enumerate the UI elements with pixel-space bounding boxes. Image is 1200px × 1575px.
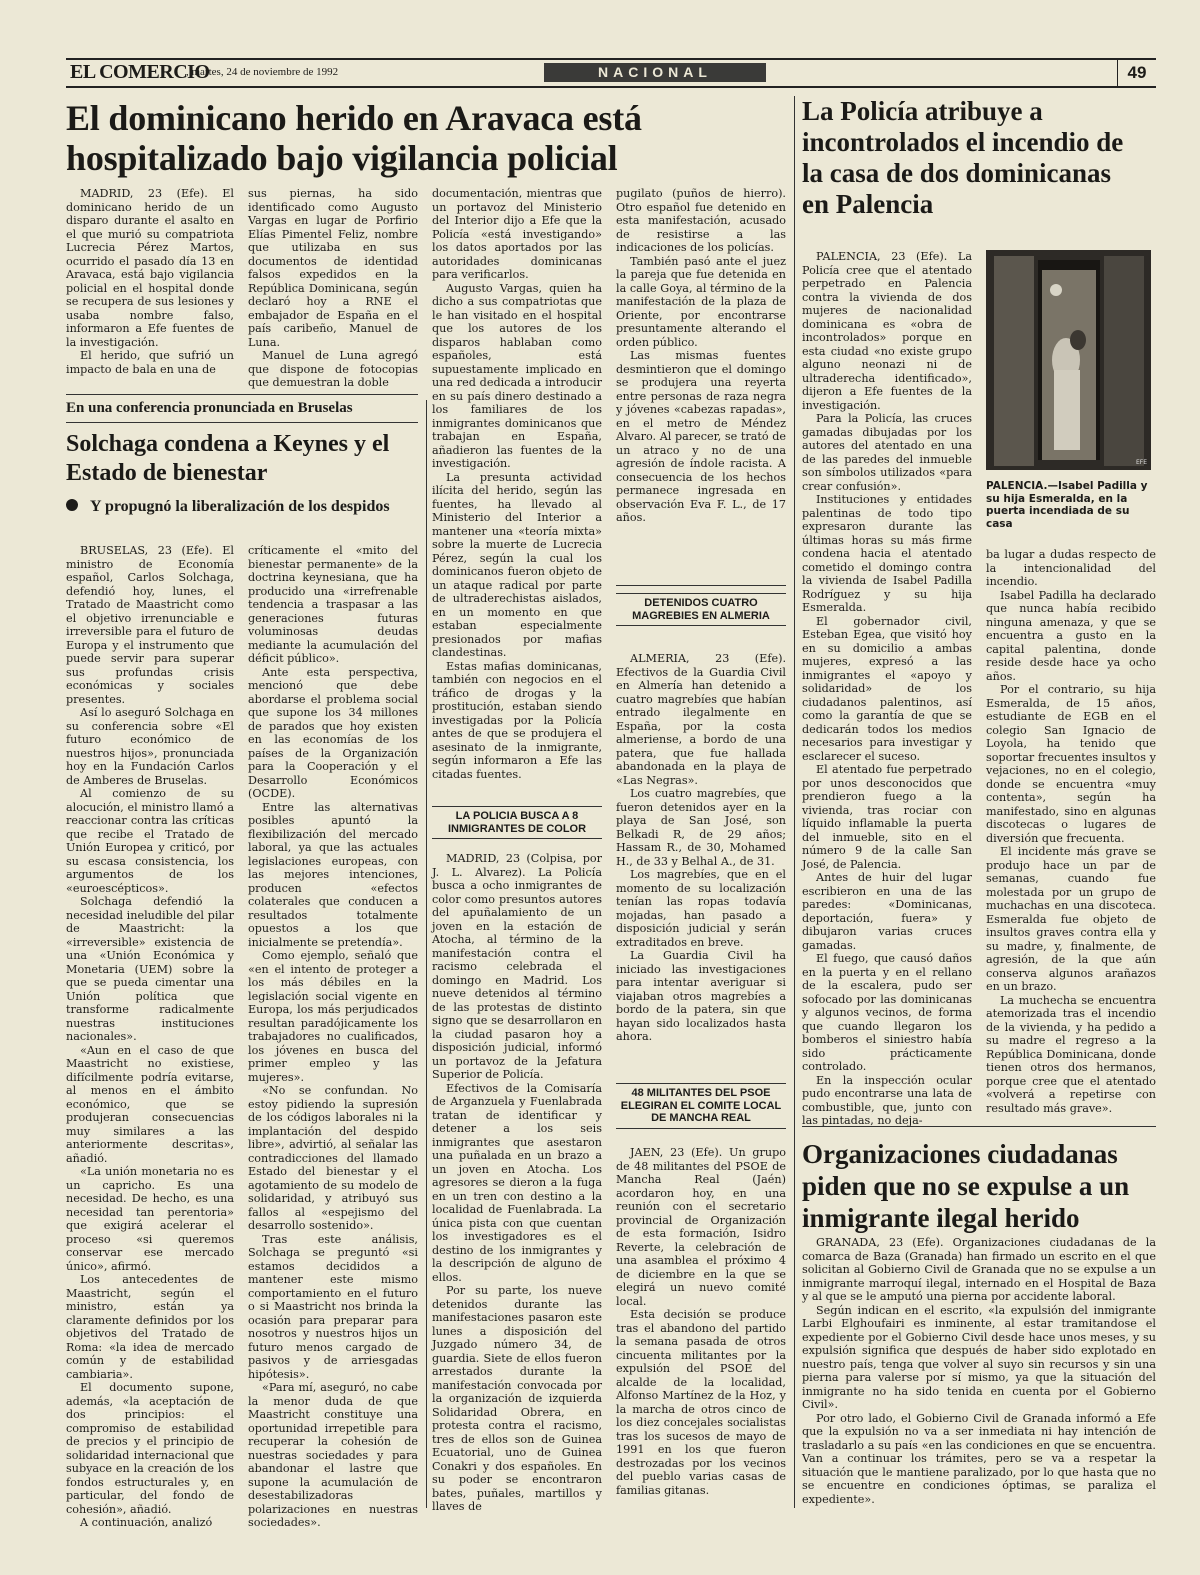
divider xyxy=(66,422,418,423)
paragraph: pugilato (puños de hierro). Otro español fue detenido en esta manifestación, acusado de resistirse a las indicaciones de los policías. xyxy=(616,187,786,254)
paragraph: También pasó ante el juez la pareja que fue detenida en la calle Goya, al término de la manifestación de la plaza de Oriente, por encontrarse presuntamente alterando el orden público. xyxy=(616,254,786,349)
palencia-col2 xyxy=(986,548,1156,1114)
paragraph: En la inspección ocular pudo encontrarse una lata de combustible, que, junto con las pintadas, no deja- xyxy=(802,1073,972,1127)
detenidos-headline: DETENIDOS CUATRO MAGREBIES EN ALMERIA xyxy=(616,593,786,626)
masthead xyxy=(66,58,1156,88)
paragraph: Esta decisión se produce tras el abandono del partido la semana pasada de otros cincuenta militantes por la expulsión del PSOE del alcalde de la localidad, Alfonso Martínez de la Hoz, y la marcha de otros cinco de los diez concejales socialistas tras los sucesos de mayo de 1991 en los que fueron destrozadas por los vecinos del pueblo varias casas de familias gitanas. xyxy=(616,1308,786,1497)
detenidos-body xyxy=(616,652,786,1082)
paragraph: Instituciones y entidades palentinas de todo tipo expresaron durante las últimas horas su más firme condena hacia el atentado cometido el domingo contra la vivienda de Isabel Padilla Rodríguez y su hija Esmeralda. xyxy=(802,493,972,614)
divider xyxy=(802,1126,1156,1127)
paragraph: ALMERIA, 23 (Efe). Efectivos de la Guardia Civil en Almería han detenido a cuatro magrebíes que habían entrado ilegalmente en España, por la costa almeriense, a bordo de una patera, que fue hallada abandonada en la playa de «Las Negras». xyxy=(616,652,786,787)
paragraph: Augusto Vargas, quien ha dicho a sus compatriotas que le han visitado en el hospital que los autores de los disparos hablaban como españoles, está supuestamente implicado en una red dedicada a introducir en su país dinero destinado a los familiares de los inmigrantes dominicanos que trabajan en España, añadieron las fuentes de la investigación. xyxy=(432,281,602,470)
main-article-col1 xyxy=(66,187,234,385)
paragraph: Los antecedentes de Maastricht, según el ministro, están ya claramente definidos por los objetivos del Tratado de Roma: «la idea de mercado común y de estabilidad cambiaria». xyxy=(66,1273,234,1381)
paragraph: BRUSELAS, 23 (Efe). El ministro de Economía español, Carlos Solchaga, defendió hoy, lunes, el Tratado de Maastricht como el objetivo irrenunciable e irreversible para el futuro de Europa y el instrumento que puede servir para superar sus profundas crisis económicas y sociales presentes. xyxy=(66,544,234,706)
photo-image xyxy=(986,250,1151,470)
solchaga-subhead xyxy=(66,498,421,516)
solchaga-col2 xyxy=(248,544,418,1529)
paragraph: La Guardia Civil ha iniciado las investigaciones para intentar averiguar si viajaban otros magrebíes a bordo de la patera, sin que hayan sido localizados hasta ahora. xyxy=(616,949,786,1043)
granada-headline: Organizaciones ciudadanas piden que no se expulse a un inmigrante ilegal herido xyxy=(802,1139,1130,1233)
paragraph: Las mismas fuentes desmintieron que el domingo se produjera una reyerta entre personas de raza negra y jóvenes «cabezas rapadas», en el metro de Méndez Alvaro. Al parecer, se trató de un atraco y no de una agresión de índole racista. A consecuencia de los hechos permanece ingresada en observación Eva F. L., de 17 años. xyxy=(616,349,786,524)
paragraph: Isabel Padilla ha declarado que nunca había recibido ninguna amenaza, y que se encuentra a gusto en la capital palentina, donde reside desde hace ya ocho años. xyxy=(986,588,1156,683)
paragraph: Por el contrario, su hija Esmeralda, de 15 años, estudiante de EGB en el colegio San Ignacio de Loyola, ha tenido que soportar frecuentes insultos y vejaciones, no en el colegio, donde se encuentra «muy contenta», según ha manifestado, sino en algunas discotecas o lugares de diversión que frecuenta. xyxy=(986,683,1156,845)
news-photo xyxy=(986,250,1151,470)
palencia-col1 xyxy=(802,250,972,1127)
paragraph: ba lugar a dudas respecto de la intencionalidad del incendio. xyxy=(986,548,1156,588)
paragraph: PALENCIA, 23 (Efe). La Policía cree que el atentado perpetrado en Palencia contra la vivienda de dos mujeres de nacionalidad dominicana es «obra de incontrolados» porque en esta ciudad «no existe grupo alguno neonazi ni de ultraderecha identificado», dijeron a Efe fuentes de la investigación. xyxy=(802,250,972,412)
policia-busca-body xyxy=(432,852,602,1513)
paragraph: La muchecha se encuentra atemorizada tras el incendio de la vivienda, y ha pedido a su madre el regreso a la República Dominicana, donde tienen otros dos hermanos, porque cree que el atentado «volverá a repetirse con resultado más grave». xyxy=(986,993,1156,1115)
paragraph: JAEN, 23 (Efe). Un grupo de 48 militantes del PSOE de Mancha Real (Jaén) acordaron hoy, en una reunión con el secretario provincial de Organización de esta formación, Isidro Reverte, la celebración de una asamblea el próximo 4 de diciembre en la que se elegirá un nuevo comité local. xyxy=(616,1146,786,1308)
main-headline: El dominicano herido en Aravaca está hospitalizado bajo vigilancia policial xyxy=(66,98,642,178)
militantes-headline: 48 MILITANTES DEL PSOE ELEGIRAN EL COMITE LOCAL DE MANCHA REAL xyxy=(616,1083,786,1129)
paragraph: Entre las alternativas posibles apuntó la flexibilización del mercado laboral, ya que las actuales legislaciones europeas, con las mejores intenciones, producen «efectos colaterales que conducen a resultados totalmente opuestos a los que inicialmente se pretendía». xyxy=(248,800,418,949)
newspaper-brand: EL COMERCIO xyxy=(70,61,210,83)
paragraph: MADRID, 23 (Efe). El dominicano herido de un disparo durante el asalto en el que murió su compatriota Lucrecia Pérez Martos, ocurrido el pasado día 13 en Aravaca, está bajo vigilancia policial en el hospital donde se recupera de sus lesiones y usaba nombre falso, informaron a Efe fuentes de la investigación. xyxy=(66,187,234,349)
caption-text: —Isabel Padilla y su hija Esmeralda, en la puerta incendiada de su casa xyxy=(986,480,1148,530)
page-number: 49 xyxy=(1117,60,1156,86)
paragraph: El herido, que sufrió un impacto de bala en una de xyxy=(66,349,234,376)
palencia-headline: La Policía atribuye a incontrolados el incendio de la casa de dos dominicanas en Palencia xyxy=(802,96,1124,219)
paragraph: El incidente más grave se produjo hace un par de semanas, cuando fue molestada por un grupo de muchachas en una discoteca. Esmeralda fue objeto de insultos graves contra ella y su madre, y, finalmente, de agresión, de la que aún conserva algunos arañazos en un brazo. xyxy=(986,845,1156,993)
paragraph: Como ejemplo, señaló que «en el intento de proteger a los más débiles en la legislación social vigente en Europa, los más perjudicados resultan paradójicamente los trabajadores no cualificados, los jóvenes en busca del primer empleo y las mujeres». xyxy=(248,949,418,1084)
solchaga-headline: Solchaga condena a Keynes y el Estado de bienestar xyxy=(66,431,390,486)
militantes-body xyxy=(616,1146,786,1508)
paragraph: «Para mí, aseguró, no cabe la menor duda de que Maastricht constituye una oportunidad irrepetible para recuperar la cohesión de nuestras sociedades y para abandonar el lastre que supone la acumulación de desestabilizadoras polarizaciones en nuestras sociedades». xyxy=(248,1381,418,1529)
paragraph: El atentado fue perpetrado por unos desconocidos que prendieron fuego a la vivienda, tras rociar con líquido inflamable la puerta del inmueble, sito en el número 9 de la calle San José, de Palencia. xyxy=(802,763,972,871)
divider xyxy=(66,394,418,395)
paragraph: MADRID, 23 (Colpisa, por J. L. Alvarez). La Policía busca a ocho inmigrantes de color como presuntos autores del apuñalamiento de un joven en la estación de Atocha, al término de la manifestación contra el racismo celebrada el domingo en Madrid. Los nueve detenidos al término de las protestas de distinto signo que se desarrollaron en la ciudad pasaron hoy a disposición judicial, informó un portavoz de la Jefatura Superior de Policía. xyxy=(432,852,602,1081)
paragraph: Por otro lado, el Gobierno Civil de Granada informó a Efe que la expulsión no va a ser inmediata ni hay intención de trasladarlo a su país «en las condiciones en que se encuentra. Van a continuar los trámites, pero se va a respetar la situación que le mantiene paralizado, por lo que hasta que no se encuentre en condiciones óptimas, se paraliza el expediente». xyxy=(802,1411,1156,1506)
paragraph: El documento supone, además, «la aceptación de dos principios: el compromiso de estabilidad de precios y el principio de solidaridad internacional que subyace en la creación de los fondos estructurales y, en particular, del fondo de cohesión», añadió. xyxy=(66,1381,234,1516)
paragraph: críticamente el «mito del bienestar permanente» de la doctrina keynesiana, que ha producido una «irrefrenable tendencia a traspasar a las generaciones futuras voluminosas deudas mediante la acumulación del déficit público». xyxy=(248,544,418,665)
subhead-text: Y propugnó la liberalización de los despidos xyxy=(90,498,390,515)
paragraph: GRANADA, 23 (Efe). Organizaciones ciudadanas de la comarca de Baza (Granada) han firmado un escrito en el que solicitan al Gobierno Civil de Granada que no se expulse a un inmigrante marroquí ilegal, internado en el Hospital de Baza y al que se le amputó una pierna por accidente laboral. xyxy=(802,1236,1156,1303)
paragraph: Los magrebíes, que en el momento de su localización tenían las ropas todavía mojadas, han pasado a disposición judicial y serán extraditados en breve. xyxy=(616,868,786,949)
paragraph: Así lo aseguró Solchaga en su conferencia sobre «El futuro económico de nuestros hijos», pronunciada hoy en la Fundación Carlos de Amberes de Bruselas. xyxy=(66,706,234,787)
solchaga-col1 xyxy=(66,544,234,1529)
issue-date: , martes, 24 de noviembre de 1992 xyxy=(186,66,339,78)
paragraph: Efectivos de la Comisaría de Arganzuela y Fuenlabrada tratan de identificar y detener a los seis inmigrantes que asestaron una puñalada en un brazo a un joven en Atocha. Los agresores se dieron a la fuga en un tren con destino a la localidad de Fuenlabrada. La única pista con que cuentan los investigadores es el destino de los inmigrantes y la descripción de alguno de ellos. xyxy=(432,1081,602,1284)
paragraph: documentación, mientras que un portavoz del Ministerio del Interior dijo a Efe que la Policía «está investigando» los datos aportados por las autoridades dominicanas para verificarlos. xyxy=(432,187,602,281)
photo-caption xyxy=(986,480,1156,530)
paragraph: «Aun en el caso de que Maastricht no existiese, difícilmente podría evitarse, al menos en el ámbito económico, que se produjeran consecuencias muy similares a las anteriormente descritas», añadió. xyxy=(66,1043,234,1165)
photo-credit: EFE xyxy=(1136,459,1148,466)
paragraph: Estas mafias dominicanas, también con negocios en el tráfico de drogas y la prostitución, estaban siendo investigadas por la Policía antes de que se produjera el asesinato de la inmigrante, según informaron a Efe las citadas fuentes. xyxy=(432,659,602,781)
paragraph: Los cuatro magrebíes, que fueron detenidos ayer en la playa de San José, son Belkadi R, de 29 años; Hassam R., de 30, Mohamed H., de 33 y Belhal A., de 31. xyxy=(616,787,786,868)
paragraph: Al comienzo de su alocución, el ministro llamó a reaccionar contra las críticas que recibe el Tratado de Unión Europea y criticó, por su escasa consistencia, los argumentos de los «euroescépticos». xyxy=(66,787,234,895)
paragraph: Solchaga defendió la necesidad ineludible del pilar de Maastricht: la «irreversible» existencia de una «Unión Económica y Monetaria (UEM) sobre la que se pueda cimentar una Unión política que transforme radicalmente nuestras instituciones nacionales». xyxy=(66,895,234,1043)
paragraph: Manuel de Luna agregó que dispone de fotocopias que demuestran la doble xyxy=(248,349,418,389)
paragraph: Tras este análisis, Solchaga se preguntó «si estamos decididos a mantener este mismo comportamiento en el futuro o si Maastricht nos brinda la ocasión para preparar para nosotros y nuestros hijos un futuro menos cargado de pasivos y de arriesgadas hipótesis». xyxy=(248,1232,418,1381)
paragraph: El fuego, que causó daños en la puerta y en el rellano de la escalera, pudo ser sofocado por las dominicanas y algunos vecinos, de forma que cuando llegaron los bomberos el siniestro había sido prácticamente controlado. xyxy=(802,952,972,1073)
paragraph: El gobernador civil, Esteban Egea, que visitó hoy en su domicilio a ambas mujeres, expresó a las inmigrantes el «apoyo y solidaridad» de los ciudadanos palentinos, así como la garantía de que se dedicarán todos los medios necesarios para investigar y esclarecer el suceso. xyxy=(802,614,972,763)
divider xyxy=(616,585,786,586)
paragraph: «No se confundan. No estoy pidiendo la supresión de los códigos laborales ni la implantación del despido libre», advirtió, al señalar las contradicciones del llamado Estado del bienestar y el agotamiento de su modelo de solidaridad, y atribuyó sus fallos al «espejismo del desarrollo sostenido». xyxy=(248,1084,418,1232)
main-article-col4 xyxy=(616,187,786,579)
main-article-col2 xyxy=(248,187,418,389)
policia-busca-headline: LA POLICIA BUSCA A 8 INMIGRANTES DE COLOR xyxy=(432,806,602,839)
paragraph: A continuación, analizó xyxy=(80,1516,213,1529)
paragraph: Ante esta perspectiva, mencionó que debe abordarse el problema social que supone los 34 millones de parados que hoy existen en las economías de los países de la Organización para la Cooperación y el Desarrollo Económicos (OCDE). xyxy=(248,665,418,800)
solchaga-kicker: En una conferencia pronunciada en Bruselas xyxy=(66,400,353,416)
paragraph: «La unión monetaria no es un capricho. Es una necesidad. De hecho, es una necesidad tan perentoria» que exigirá acelerar el proceso «si queremos conservar ese mercado único», afirmó. xyxy=(66,1165,234,1273)
section-label: NACIONAL xyxy=(544,63,766,82)
paragraph: La presunta actividad ilícita del herido, según las fuentes, ha llevado al Ministerio del Interior a mantener una «teoría mixta» sobre la muerte de Lucrecia Pérez, según la cual los dominicanos fueron objeto de un ataque radical por parte de ultraderechistas aislados, en un momento en que estaban especialmente presionados por mafias clandestinas. xyxy=(432,470,602,659)
granada-body xyxy=(802,1236,1156,1514)
main-article-col3 xyxy=(432,187,602,799)
paragraph: sus piernas, ha sido identificado como Augusto Vargas en lugar de Porfirio Elías Pimentel Feliz, nombre que utilizaba en sus documentos de identidad falsos expedidos en la República Dominicana, según declaró hoy a RNE el embajador de España en el país caribeño, Manuel de Luna. xyxy=(248,187,418,349)
paragraph: Antes de huir del lugar escribieron en una de las paredes: «Dominicanas, deportación, fuera» y dibujaron varias cruces gamadas. xyxy=(802,871,972,952)
bullet-icon xyxy=(66,499,78,511)
paragraph: Para la Policía, las cruces gamadas dibujadas por los autores del atentado en una de las paredes del inmueble son símbolos utilizados «para crear confusión». xyxy=(802,412,972,493)
paragraph: Según indican en el escrito, «la expulsión del inmigrante Larbi Elghoufairi es inminente, al estar tramitandose el expediente por el Gobierno Civil desde hace unos meses, y su expulsión significa que después de haber sido explotado en nuestro país, tenga que volver al suyo sin recursos y sin una pierna para valerse por sí mismo, ya que la situación del inmigrante no ha sido tenida en cuenta por el Gobierno Civil». xyxy=(802,1303,1156,1411)
caption-place: PALENCIA. xyxy=(986,480,1048,492)
column-rule xyxy=(794,96,795,1508)
column-rule xyxy=(426,400,427,1508)
paragraph: Por su parte, los nueve detenidos durante las manifestaciones pasaron este lunes a disposición del Juzgado número 34, de guardia. Siete de ellos fueron arrestados durante la manifestación convocada por la organización de izquierda Solidaridad Obrera, en protesta contra el racismo, tres de ellos son de Guinea Ecuatorial, uno de Guinea Conakri y dos españoles. En su poder se encontraron bates, puñales, martillos y llaves de xyxy=(432,1284,602,1513)
